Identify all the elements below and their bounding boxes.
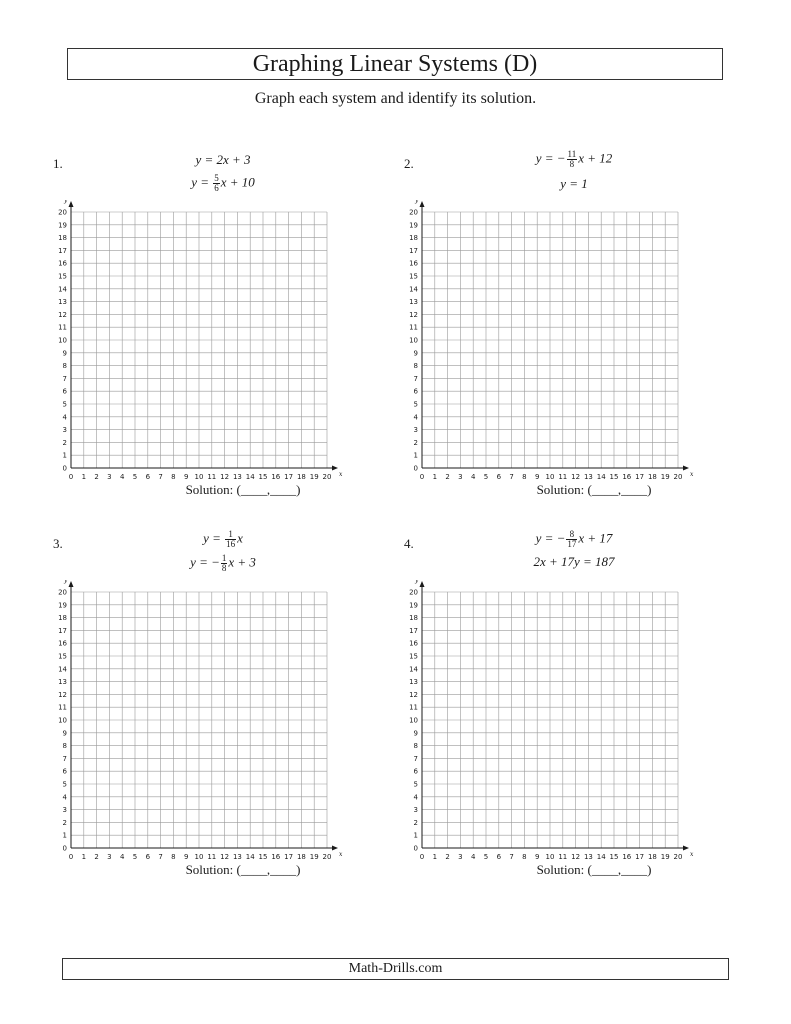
y-tick-label: 5 (413, 780, 418, 789)
fraction-numerator: 1 (225, 530, 236, 540)
x-tick-label: 7 (509, 853, 514, 861)
fraction-numerator: 11 (567, 149, 577, 159)
y-tick-label: 16 (409, 639, 418, 648)
y-tick-label: 5 (62, 780, 67, 789)
x-tick-label: 11 (207, 853, 217, 861)
y-tick-label: 6 (62, 387, 67, 396)
x-tick-label: 8 (522, 853, 527, 861)
x-tick-label: 2 (94, 853, 99, 861)
x-axis-label: x (690, 471, 694, 478)
y-tick-label: 16 (58, 639, 67, 648)
x-tick-label: 4 (470, 473, 476, 481)
x-tick-label: 0 (68, 853, 74, 861)
y-tick-label: 20 (58, 588, 67, 597)
x-tick-label: 19 (660, 853, 670, 861)
x-tick-label: 13 (232, 853, 242, 861)
y-tick-label: 12 (58, 690, 67, 699)
y-tick-label: 8 (62, 742, 67, 751)
x-tick-label: 19 (309, 853, 319, 861)
x-tick-label: 5 (483, 473, 489, 481)
equation-2 (93, 554, 353, 573)
eq-text: x (237, 530, 243, 546)
y-tick-label: 9 (62, 349, 67, 358)
y-tick-label: 2 (413, 818, 418, 827)
y-tick-label: 16 (58, 259, 67, 268)
y-tick-label: 19 (409, 601, 418, 610)
y-tick-label: 9 (62, 729, 67, 738)
x-tick-label: 15 (258, 473, 268, 481)
x-tick-label: 6 (496, 853, 502, 861)
y-tick-label: 4 (62, 413, 67, 422)
y-tick-label: 11 (58, 323, 67, 332)
x-tick-label: 1 (81, 853, 87, 861)
y-tick-label: 14 (409, 285, 418, 294)
y-tick-label: 6 (62, 767, 67, 776)
x-tick-label: 17 (635, 473, 645, 481)
x-tick-label: 18 (296, 853, 306, 861)
x-tick-label: 15 (609, 853, 619, 861)
y-tick-label: 18 (409, 234, 418, 243)
x-tick-label: 6 (496, 473, 502, 481)
y-tick-label: 4 (62, 793, 67, 802)
y-tick-label: 3 (413, 806, 418, 815)
y-tick-label: 2 (62, 818, 67, 827)
x-tick-label: 9 (183, 473, 189, 481)
eq-text: 2x + 17y = 187 (533, 554, 615, 569)
x-axis-arrow-icon (332, 846, 338, 851)
y-tick-label: 1 (62, 451, 67, 460)
y-tick-label: 19 (58, 221, 67, 230)
fraction-denominator: 17 (567, 539, 577, 549)
x-tick-label: 9 (534, 853, 540, 861)
x-tick-label: 15 (258, 853, 268, 861)
equation-1 (93, 152, 353, 168)
x-tick-label: 14 (245, 853, 255, 861)
x-tick-label: 16 (271, 473, 281, 481)
x-tick-label: 10 (194, 853, 204, 861)
x-tick-label: 16 (622, 853, 632, 861)
y-tick-label: 8 (413, 362, 418, 371)
y-tick-label: 6 (413, 767, 418, 776)
problem-number: 2. (404, 156, 414, 171)
x-tick-label: 11 (558, 853, 568, 861)
x-tick-label: 12 (571, 853, 581, 861)
x-tick-label: 20 (673, 853, 683, 861)
problem-3 (53, 530, 393, 900)
eq-text: x + 12 (578, 150, 613, 166)
x-tick-label: 12 (220, 853, 230, 861)
problem-4 (404, 530, 744, 900)
y-tick-label: 2 (62, 438, 67, 447)
y-tick-label: 0 (62, 844, 67, 853)
eq-text: x + 17 (578, 530, 613, 546)
x-tick-label: 2 (445, 853, 450, 861)
fraction-numerator: 8 (566, 530, 577, 540)
y-tick-label: 5 (62, 400, 67, 409)
x-tick-label: 16 (622, 473, 632, 481)
y-axis-label: y (64, 580, 68, 584)
x-tick-label: 9 (534, 473, 540, 481)
x-tick-label: 17 (635, 853, 645, 861)
x-tick-label: 11 (558, 473, 568, 481)
x-tick-label: 1 (81, 473, 87, 481)
y-tick-label: 16 (409, 259, 418, 268)
y-tick-label: 13 (409, 298, 418, 307)
y-tick-label: 15 (409, 652, 418, 661)
y-tick-label: 3 (62, 426, 67, 435)
y-tick-label: 14 (58, 665, 67, 674)
eq-text: y = − (535, 530, 566, 546)
x-tick-label: 18 (647, 473, 657, 481)
x-tick-label: 18 (647, 853, 657, 861)
x-tick-label: 20 (322, 473, 332, 481)
fraction-numerator: 5 (214, 173, 219, 183)
y-tick-label: 11 (409, 703, 418, 712)
x-tick-label: 10 (545, 473, 555, 481)
x-axis-label: x (339, 851, 343, 858)
fraction (221, 554, 228, 573)
y-tick-label: 7 (62, 374, 67, 383)
problem-2 (404, 150, 744, 520)
x-tick-label: 14 (245, 473, 255, 481)
x-tick-label: 10 (194, 473, 204, 481)
y-tick-label: 10 (58, 716, 67, 725)
x-tick-label: 17 (284, 473, 294, 481)
x-tick-label: 16 (271, 853, 281, 861)
y-tick-label: 0 (62, 464, 67, 473)
y-tick-label: 14 (409, 665, 418, 674)
fraction-denominator: 6 (214, 183, 219, 193)
x-tick-label: 5 (132, 473, 138, 481)
eq-text: y = (191, 174, 213, 190)
x-tick-label: 4 (470, 853, 476, 861)
x-tick-label: 14 (596, 473, 606, 481)
x-tick-label: 6 (145, 853, 151, 861)
x-tick-label: 0 (419, 473, 425, 481)
x-tick-label: 20 (322, 853, 332, 861)
fraction-denominator: 16 (226, 539, 236, 549)
problem-1 (53, 150, 393, 520)
x-tick-label: 15 (609, 473, 619, 481)
y-tick-label: 0 (413, 844, 418, 853)
y-tick-label: 8 (62, 362, 67, 371)
coordinate-grid[interactable] (53, 200, 353, 485)
x-tick-label: 8 (171, 473, 176, 481)
y-tick-label: 20 (58, 208, 67, 217)
y-tick-label: 5 (413, 400, 418, 409)
x-tick-label: 8 (171, 853, 176, 861)
x-tick-label: 8 (522, 473, 527, 481)
footer-source: Math-Drills.com (62, 958, 729, 980)
x-tick-label: 7 (158, 473, 163, 481)
x-axis-arrow-icon (332, 466, 338, 471)
x-tick-label: 0 (68, 473, 74, 481)
eq-text: y = 1 (560, 176, 588, 191)
equation-1 (93, 530, 353, 549)
x-tick-label: 20 (673, 473, 683, 481)
solution-blank[interactable]: Solution: (____,____) (185, 862, 301, 877)
y-tick-label: 15 (409, 272, 418, 281)
y-tick-label: 19 (409, 221, 418, 230)
x-tick-label: 13 (583, 853, 593, 861)
x-tick-label: 7 (158, 853, 163, 861)
y-tick-label: 18 (409, 614, 418, 623)
x-tick-label: 3 (107, 853, 112, 861)
x-tick-label: 3 (458, 853, 463, 861)
y-axis-arrow-icon (69, 581, 74, 587)
y-tick-label: 10 (409, 336, 418, 345)
y-tick-label: 13 (58, 678, 67, 687)
x-axis-label: x (690, 851, 694, 858)
x-tick-label: 3 (458, 473, 463, 481)
x-tick-label: 2 (445, 473, 450, 481)
y-tick-label: 3 (62, 806, 67, 815)
x-tick-label: 18 (296, 473, 306, 481)
fraction-numerator: 1 (221, 553, 227, 563)
y-tick-label: 7 (62, 754, 67, 763)
y-tick-label: 17 (58, 246, 67, 255)
eq-text: y = 2x + 3 (195, 152, 251, 167)
y-tick-label: 20 (409, 588, 418, 597)
y-axis-label: y (415, 200, 419, 204)
y-tick-label: 1 (413, 831, 418, 840)
x-tick-label: 4 (119, 853, 125, 861)
y-tick-label: 10 (409, 716, 418, 725)
y-tick-label: 8 (413, 742, 418, 751)
coordinate-grid[interactable] (404, 580, 704, 865)
equation-1 (444, 530, 704, 549)
y-tick-label: 0 (413, 464, 418, 473)
equation-2 (93, 174, 353, 193)
solution-blank[interactable]: Solution: (____,____) (536, 862, 652, 877)
solution-blank[interactable]: Solution: (____,____) (536, 482, 652, 497)
y-tick-label: 10 (58, 336, 67, 345)
y-tick-label: 2 (413, 438, 418, 447)
coordinate-grid[interactable] (404, 200, 704, 485)
x-tick-label: 12 (220, 473, 230, 481)
y-tick-label: 17 (409, 246, 418, 255)
y-axis-label: y (64, 200, 68, 204)
coordinate-grid[interactable] (53, 580, 353, 865)
y-tick-label: 7 (413, 754, 418, 763)
x-tick-label: 6 (145, 473, 151, 481)
y-tick-label: 12 (409, 310, 418, 319)
x-tick-label: 19 (309, 473, 319, 481)
equation-2 (444, 176, 704, 192)
y-tick-label: 9 (413, 729, 418, 738)
x-tick-label: 1 (432, 853, 438, 861)
y-tick-label: 15 (58, 652, 67, 661)
x-axis-arrow-icon (683, 466, 689, 471)
y-tick-label: 18 (58, 614, 67, 623)
y-tick-label: 6 (413, 387, 418, 396)
y-tick-label: 17 (409, 626, 418, 635)
fraction (225, 530, 236, 549)
y-tick-label: 4 (413, 413, 418, 422)
eq-text: x + 3 (228, 554, 256, 570)
x-tick-label: 13 (232, 473, 242, 481)
y-tick-label: 11 (409, 323, 418, 332)
x-tick-label: 0 (419, 853, 425, 861)
fraction-denominator: 8 (569, 159, 575, 169)
y-tick-label: 12 (409, 690, 418, 699)
fraction-denominator: 8 (221, 563, 227, 573)
y-axis-label: y (415, 580, 419, 584)
y-tick-label: 13 (58, 298, 67, 307)
fraction (566, 530, 577, 549)
solution-blank[interactable]: Solution: (____,____) (185, 482, 301, 497)
y-tick-label: 9 (413, 349, 418, 358)
y-tick-label: 14 (58, 285, 67, 294)
x-tick-label: 9 (183, 853, 189, 861)
y-tick-label: 13 (409, 678, 418, 687)
y-tick-label: 20 (409, 208, 418, 217)
x-tick-label: 10 (545, 853, 555, 861)
y-tick-label: 19 (58, 601, 67, 610)
problem-number: 3. (53, 536, 63, 551)
x-tick-label: 5 (132, 853, 138, 861)
y-tick-label: 12 (58, 310, 67, 319)
problem-number: 1. (53, 156, 63, 171)
x-tick-label: 12 (571, 473, 581, 481)
y-tick-label: 1 (413, 451, 418, 460)
worksheet-instructions: Graph each system and identify its solution. (254, 90, 537, 107)
y-tick-label: 7 (413, 374, 418, 383)
x-tick-label: 3 (107, 473, 112, 481)
x-tick-label: 14 (596, 853, 606, 861)
x-tick-label: 13 (583, 473, 593, 481)
y-tick-label: 18 (58, 234, 67, 243)
y-axis-arrow-icon (420, 201, 425, 207)
x-axis-arrow-icon (683, 846, 689, 851)
y-axis-arrow-icon (69, 201, 74, 207)
x-tick-label: 17 (284, 853, 294, 861)
y-tick-label: 1 (62, 831, 67, 840)
x-tick-label: 4 (119, 473, 125, 481)
equation-2 (444, 554, 704, 570)
x-tick-label: 7 (509, 473, 514, 481)
y-tick-label: 15 (58, 272, 67, 281)
x-tick-label: 11 (207, 473, 217, 481)
fraction (213, 174, 220, 193)
x-tick-label: 5 (483, 853, 489, 861)
worksheet-title: Graphing Linear Systems (D) (67, 48, 723, 80)
eq-text: y = (203, 530, 225, 546)
y-tick-label: 3 (413, 426, 418, 435)
x-tick-label: 1 (432, 473, 438, 481)
fraction (567, 150, 578, 169)
x-axis-label: x (339, 471, 343, 478)
equation-1 (444, 150, 704, 169)
y-tick-label: 11 (58, 703, 67, 712)
y-axis-arrow-icon (420, 581, 425, 587)
eq-text: y = − (535, 150, 566, 166)
y-tick-label: 4 (413, 793, 418, 802)
y-tick-label: 17 (58, 626, 67, 635)
eq-text: x + 10 (220, 174, 255, 190)
problem-number: 4. (404, 536, 414, 551)
x-tick-label: 2 (94, 473, 99, 481)
eq-text: y = − (190, 554, 220, 570)
x-tick-label: 19 (660, 473, 670, 481)
